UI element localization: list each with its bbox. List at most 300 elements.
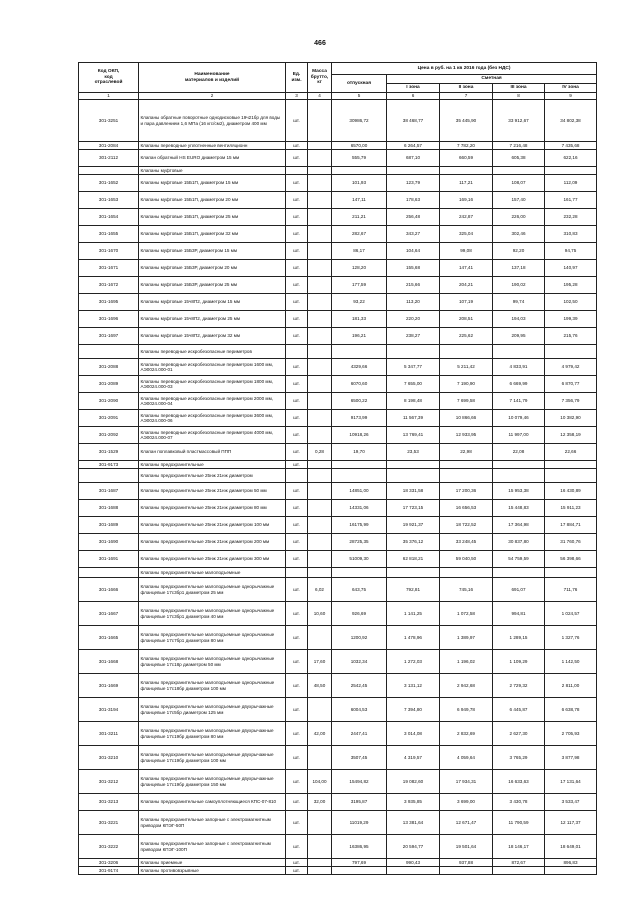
cell-zone-3-price: 6 669,99: [493, 376, 545, 393]
cell-mass: [308, 175, 332, 192]
cell-unit: шт.: [286, 698, 308, 722]
cell-zone-2-price: 19 501,64: [440, 835, 493, 859]
cell-zone-4-price: 2 811,00: [545, 674, 597, 698]
cell-zone-2-price: 169,16: [440, 192, 493, 209]
cell-unit: шт.: [286, 674, 308, 698]
cell-mass: 32,00: [308, 794, 332, 811]
cell-name: Клапаны противовзрывные: [139, 867, 286, 875]
cell-mass: 104,00: [308, 770, 332, 794]
column-number: 8: [493, 93, 545, 100]
cell-mass: [308, 427, 332, 444]
cell-code: 301-1689: [79, 517, 139, 534]
header-zone-3: III зона: [493, 84, 545, 93]
cell-name: Клапаны предохранительные малоподъемные двухрычажные фланцевые 17с5бр диаметром 125 мм: [139, 698, 286, 722]
cell-release-price: 19,70: [332, 444, 387, 461]
cell-unit: шт.: [286, 483, 308, 500]
cell-release-price: 2542,45: [332, 674, 387, 698]
header-estimate: Сметная: [387, 75, 597, 84]
cell-code: 301-1670: [79, 243, 139, 260]
cell-release-price: 181,33: [332, 311, 387, 328]
cell-zone-2-price: 325,04: [440, 226, 493, 243]
cell-unit: шт.: [286, 192, 308, 209]
cell-zone-4-price: 232,28: [545, 209, 597, 226]
cell-zone-1-price: 7 394,80: [387, 698, 440, 722]
cell-mass: [308, 260, 332, 277]
table-row: [79, 461, 597, 469]
cell-zone-4-price: 3 533,47: [545, 794, 597, 811]
cell-unit: шт.: [286, 142, 308, 150]
table-section-row: [79, 345, 597, 359]
cell-code: 301-1654: [79, 209, 139, 226]
cell-zone-2-price: 18 722,52: [440, 517, 493, 534]
cell-release-price: 555,79: [332, 150, 387, 167]
cell-zone-2-price: 3 699,00: [440, 794, 493, 811]
cell-name: Клапаны переводные искробезопасные периметром 1800 мм, АЭ0024.000-03: [139, 376, 286, 393]
cell-mass: [308, 167, 332, 175]
cell-name: Клапаны предохранительные запорные с электромагнитным приводом КПЭГ-50П: [139, 811, 286, 835]
cell-mass: [308, 226, 332, 243]
cell-release-price: 196,21: [332, 328, 387, 345]
cell-mass: [308, 345, 332, 359]
cell-code: 301-1667: [79, 602, 139, 626]
cell-zone-4-price: 4 979,42: [545, 359, 597, 376]
header-release: отпускная: [332, 75, 387, 93]
cell-unit: шт.: [286, 209, 308, 226]
cell-zone-1-price: [387, 167, 440, 175]
price-table: [78, 62, 597, 875]
cell-zone-3-price: 92,20: [493, 243, 545, 260]
cell-zone-4-price: 199,39: [545, 311, 597, 328]
cell-zone-1-price: 3 014,08: [387, 722, 440, 746]
cell-unit: шт.: [286, 811, 308, 835]
cell-code: 301-3194: [79, 698, 139, 722]
cell-unit: шт.: [286, 175, 308, 192]
cell-name: Клапаны предохранительные 25нж 21нж диаметром 300 мм: [139, 551, 286, 568]
cell-mass: [308, 835, 332, 859]
cell-name: Клапаны предохранительные малоподъемные однорычажные фланцевые 17с7бр1 диаметром 80 мм: [139, 626, 286, 650]
column-number: 6: [387, 93, 440, 100]
cell-zone-4-price: 7 356,79: [545, 393, 597, 410]
cell-zone-4-price: [545, 345, 597, 359]
cell-name: Клапаны переводные искробезопасные периметров: [139, 345, 286, 359]
cell-zone-1-price: 13 381,64: [387, 811, 440, 835]
cell-zone-4-price: 1 024,57: [545, 602, 597, 626]
cell-release-price: 6500,22: [332, 393, 387, 410]
cell-zone-4-price: 310,83: [545, 226, 597, 243]
cell-code: 301-1669: [79, 674, 139, 698]
cell-zone-3-price: 54 759,59: [493, 551, 545, 568]
cell-release-price: 14331,06: [332, 500, 387, 517]
cell-zone-2-price: [440, 469, 493, 483]
cell-zone-3-price: 157,40: [493, 192, 545, 209]
cell-zone-4-price: 896,83: [545, 859, 597, 867]
page-number: 466: [314, 40, 326, 47]
table-row: [79, 602, 597, 626]
cell-zone-3-price: 10 079,46: [493, 410, 545, 427]
table-row: [79, 376, 597, 393]
header-price-group: Цена в руб. на 1 кв 2016 года (без НДС): [332, 63, 597, 75]
cell-zone-2-price: 2 832,69: [440, 722, 493, 746]
cell-unit: шт.: [286, 393, 308, 410]
cell-zone-3-price: 137,18: [493, 260, 545, 277]
cell-code: [79, 469, 139, 483]
cell-code: 301-2091: [79, 410, 139, 427]
cell-zone-2-price: 204,21: [440, 277, 493, 294]
cell-zone-1-price: 17 723,15: [387, 500, 440, 517]
column-number: 9: [545, 93, 597, 100]
cell-release-price: 101,93: [332, 175, 387, 192]
cell-unit: шт.: [286, 794, 308, 811]
cell-unit: шт.: [286, 835, 308, 859]
cell-zone-2-price: 99,08: [440, 243, 493, 260]
cell-zone-3-price: 15 953,38: [493, 483, 545, 500]
cell-zone-1-price: 7 655,00: [387, 376, 440, 393]
table-row: [79, 835, 597, 859]
cell-zone-3-price: 2 627,30: [493, 722, 545, 746]
cell-zone-3-price: 302,46: [493, 226, 545, 243]
table-row: [79, 698, 597, 722]
cell-code: 301-3213: [79, 794, 139, 811]
cell-zone-4-price: 22,66: [545, 444, 597, 461]
cell-zone-1-price: 6 264,57: [387, 142, 440, 150]
header-code: Код ОКП, код отраслевой: [79, 63, 139, 93]
cell-code: 301-1666: [79, 578, 139, 602]
cell-zone-3-price: 190,02: [493, 277, 545, 294]
cell-zone-4-price: 161,77: [545, 192, 597, 209]
cell-zone-2-price: 208,51: [440, 311, 493, 328]
cell-unit: [286, 469, 308, 483]
cell-code: [79, 167, 139, 175]
cell-zone-4-price: 94,75: [545, 243, 597, 260]
cell-name: Клапаны муфтовые 15ч8П2, диаметром 32 мм: [139, 328, 286, 345]
cell-zone-1-price: 38 468,77: [387, 100, 440, 142]
cell-release-price: 1032,34: [332, 650, 387, 674]
cell-zone-2-price: 242,87: [440, 209, 493, 226]
cell-unit: [286, 568, 308, 578]
cell-zone-2-price: 6 949,78: [440, 698, 493, 722]
cell-release-price: [332, 461, 387, 469]
cell-release-price: 6570,00: [332, 142, 387, 150]
cell-zone-1-price: 3 131,12: [387, 674, 440, 698]
cell-zone-3-price: 99,74: [493, 294, 545, 311]
cell-zone-2-price: 4 059,64: [440, 746, 493, 770]
cell-release-price: [332, 568, 387, 578]
cell-zone-3-price: 18 146,17: [493, 835, 545, 859]
cell-unit: шт.: [286, 551, 308, 568]
cell-zone-4-price: 622,16: [545, 150, 597, 167]
cell-zone-2-price: 1 389,97: [440, 626, 493, 650]
cell-zone-3-price: [493, 867, 545, 875]
cell-unit: [286, 167, 308, 175]
table-row: [79, 722, 597, 746]
cell-zone-2-price: 22,98: [440, 444, 493, 461]
cell-code: 301-1696: [79, 311, 139, 328]
cell-zone-3-price: 226,00: [493, 209, 545, 226]
cell-zone-2-price: 12 671,47: [440, 811, 493, 835]
cell-zone-1-price: 155,68: [387, 260, 440, 277]
cell-zone-4-price: 711,76: [545, 578, 597, 602]
cell-name: Клапаны обратные поворотные однодисковые 19ч21бр для воды и пара давлением 1,6 МПа (16 кгс/см2), диаметром 400 мм: [139, 100, 286, 142]
cell-name: Клапаны предохранительные самоуплотняющиеся КПС-07-810: [139, 794, 286, 811]
cell-zone-4-price: 215,76: [545, 328, 597, 345]
cell-mass: 10,60: [308, 602, 332, 626]
column-number-row: [79, 93, 597, 100]
cell-code: 301-3251: [79, 100, 139, 142]
cell-unit: шт.: [286, 626, 308, 650]
table-row: [79, 794, 597, 811]
cell-zone-1-price: 62 818,21: [387, 551, 440, 568]
cell-zone-4-price: 17 884,71: [545, 517, 597, 534]
cell-unit: шт.: [286, 277, 308, 294]
cell-mass: [308, 100, 332, 142]
cell-code: 301-2089: [79, 376, 139, 393]
cell-zone-3-price: 108,07: [493, 175, 545, 192]
cell-zone-2-price: 1 196,02: [440, 650, 493, 674]
cell-mass: [308, 277, 332, 294]
cell-mass: [308, 517, 332, 534]
cell-code: 301-1668: [79, 650, 139, 674]
cell-name: Клапаны муфтовые 15Б3Р, диаметром 25 мм: [139, 277, 286, 294]
cell-zone-2-price: 5 211,42: [440, 359, 493, 376]
cell-unit: шт.: [286, 578, 308, 602]
cell-zone-4-price: 2 705,93: [545, 722, 597, 746]
cell-name: Клапаны предохранительные запорные с электромагнитным приводом КПЭГ-100П: [139, 835, 286, 859]
cell-zone-1-price: 104,64: [387, 243, 440, 260]
cell-mass: [308, 500, 332, 517]
header-name: Наименование материалов и изделий: [139, 63, 286, 93]
cell-zone-1-price: 1 478,96: [387, 626, 440, 650]
cell-zone-2-price: 745,16: [440, 578, 493, 602]
cell-name: Клапаны предохранительные малоподъемные двухрычажные фланцевые 17с19бр диаметром 150 мм: [139, 770, 286, 794]
cell-mass: [308, 142, 332, 150]
cell-mass: [308, 867, 332, 875]
cell-zone-3-price: 7 216,48: [493, 142, 545, 150]
cell-zone-3-price: 1 289,15: [493, 626, 545, 650]
cell-unit: шт.: [286, 650, 308, 674]
table-row: [79, 811, 597, 835]
cell-zone-2-price: [440, 345, 493, 359]
cell-zone-1-price: 792,81: [387, 578, 440, 602]
header-zone-2: II зона: [440, 84, 493, 93]
cell-release-price: 1200,92: [332, 626, 387, 650]
cell-zone-2-price: 225,62: [440, 328, 493, 345]
cell-zone-4-price: 10 382,90: [545, 410, 597, 427]
cell-mass: 42,00: [308, 722, 332, 746]
cell-release-price: 28725,35: [332, 534, 387, 551]
cell-name: Клапаны предохранительные малоподъемные: [139, 568, 286, 578]
cell-zone-2-price: 1 072,58: [440, 602, 493, 626]
cell-name: Клапаны предохранительные: [139, 461, 286, 469]
cell-zone-1-price: 4 319,57: [387, 746, 440, 770]
cell-release-price: 86,17: [332, 243, 387, 260]
cell-zone-1-price: 343,27: [387, 226, 440, 243]
cell-unit: шт.: [286, 722, 308, 746]
cell-zone-4-price: 1 327,76: [545, 626, 597, 650]
cell-zone-4-price: [545, 867, 597, 875]
cell-mass: [308, 568, 332, 578]
cell-name: Клапаны муфтовые 15Б3Р, диаметром 15 мм: [139, 243, 286, 260]
cell-zone-2-price: 17 200,36: [440, 483, 493, 500]
table-row: [79, 100, 597, 142]
cell-mass: [308, 376, 332, 393]
cell-name: Клапаны муфтовые 15ч8П2, диаметром 15 мм: [139, 294, 286, 311]
cell-zone-1-price: 238,27: [387, 328, 440, 345]
cell-mass: [308, 461, 332, 469]
header-unit: Ед. изм.: [286, 63, 308, 93]
cell-zone-3-price: 994,81: [493, 602, 545, 626]
header-mass: Масса брутто, кг: [308, 63, 332, 93]
cell-unit: шт.: [286, 534, 308, 551]
cell-zone-3-price: 4 833,91: [493, 359, 545, 376]
cell-zone-3-price: [493, 167, 545, 175]
header-zone-1: I зона: [387, 84, 440, 93]
cell-unit: шт.: [286, 770, 308, 794]
cell-zone-4-price: 12 358,19: [545, 427, 597, 444]
cell-mass: [308, 811, 332, 835]
cell-code: 301-1697: [79, 328, 139, 345]
cell-code: 301-2088: [79, 359, 139, 376]
table-row: [79, 483, 597, 500]
cell-code: 301-3222: [79, 835, 139, 859]
cell-release-price: 15494,82: [332, 770, 387, 794]
header-zone-4: IV зона: [545, 84, 597, 93]
cell-code: 301-3221: [79, 811, 139, 835]
cell-zone-3-price: 16 633,63: [493, 770, 545, 794]
cell-code: 301-2092: [79, 427, 139, 444]
cell-code: 301-1691: [79, 551, 139, 568]
cell-zone-4-price: [545, 461, 597, 469]
cell-zone-1-price: 19 082,60: [387, 770, 440, 794]
table-row: [79, 444, 597, 461]
cell-name: Клапан поплавковый пластмассовый ППП: [139, 444, 286, 461]
column-number: 4: [308, 93, 332, 100]
table-row: [79, 746, 597, 770]
table-row: [79, 859, 597, 867]
cell-unit: шт.: [286, 427, 308, 444]
cell-name: Клапаны переводные искробезопасные периметром 1600 мм, АЭ0024.000-01: [139, 359, 286, 376]
cell-mass: 48,50: [308, 674, 332, 698]
cell-zone-1-price: [387, 867, 440, 875]
cell-zone-4-price: 6 870,77: [545, 376, 597, 393]
cell-code: 301-9173: [79, 461, 139, 469]
cell-zone-3-price: 691,07: [493, 578, 545, 602]
cell-zone-4-price: 15 911,23: [545, 500, 597, 517]
cell-code: 301-1529: [79, 444, 139, 461]
cell-name: Клапаны предохранительные 25нж 21нж диаметром 80 мм: [139, 500, 286, 517]
cell-mass: [308, 209, 332, 226]
cell-code: 301-3206: [79, 859, 139, 867]
column-number: 3: [286, 93, 308, 100]
cell-release-price: 147,11: [332, 192, 387, 209]
cell-name: Клапаны переводные искробезопасные периметром 2000 мм, АЭ0024.000-04: [139, 393, 286, 410]
cell-zone-3-price: 22,08: [493, 444, 545, 461]
column-number: 7: [440, 93, 493, 100]
cell-zone-4-price: 34 802,38: [545, 100, 597, 142]
column-number: 1: [79, 93, 139, 100]
cell-release-price: 9173,99: [332, 410, 387, 427]
cell-release-price: [332, 469, 387, 483]
table-section-row: [79, 167, 597, 175]
cell-zone-4-price: 16 430,89: [545, 483, 597, 500]
cell-unit: шт.: [286, 328, 308, 345]
cell-zone-3-price: [493, 345, 545, 359]
cell-zone-3-price: [493, 568, 545, 578]
cell-zone-4-price: 6 638,78: [545, 698, 597, 722]
table-row: [79, 328, 597, 345]
cell-zone-3-price: [493, 469, 545, 483]
cell-name: Клапаны муфтовые 15Б1П, диаметром 32 мм: [139, 226, 286, 243]
cell-release-price: 30986,72: [332, 100, 387, 142]
cell-release-price: 16175,99: [332, 517, 387, 534]
cell-code: 301-1652: [79, 175, 139, 192]
cell-zone-2-price: 2 942,68: [440, 674, 493, 698]
cell-mass: [308, 534, 332, 551]
cell-zone-1-price: [387, 461, 440, 469]
cell-mass: [308, 294, 332, 311]
cell-code: 301-1655: [79, 226, 139, 243]
cell-zone-4-price: 18 649,01: [545, 835, 597, 859]
cell-unit: шт.: [286, 746, 308, 770]
cell-zone-2-price: 147,41: [440, 260, 493, 277]
cell-zone-2-price: [440, 867, 493, 875]
cell-unit: шт.: [286, 243, 308, 260]
cell-release-price: 797,69: [332, 859, 387, 867]
cell-zone-1-price: 20 594,77: [387, 835, 440, 859]
cell-zone-4-price: 12 117,37: [545, 811, 597, 835]
table-row: [79, 534, 597, 551]
cell-zone-1-price: 5 347,77: [387, 359, 440, 376]
cell-zone-4-price: 1 142,50: [545, 650, 597, 674]
cell-unit: шт.: [286, 226, 308, 243]
cell-code: 301-3211: [79, 722, 139, 746]
cell-zone-2-price: 117,21: [440, 175, 493, 192]
cell-release-price: 16386,95: [332, 835, 387, 859]
table-section-row: [79, 469, 597, 483]
cell-zone-2-price: 7 699,58: [440, 393, 493, 410]
cell-zone-4-price: 31 760,76: [545, 534, 597, 551]
cell-unit: шт.: [286, 260, 308, 277]
cell-name: Клапаны предохранительные малоподъемные двухрычажные фланцевые 17с19бр диаметром 100 мм: [139, 746, 286, 770]
cell-unit: шт.: [286, 359, 308, 376]
table-row: [79, 209, 597, 226]
cell-zone-2-price: 107,19: [440, 294, 493, 311]
cell-zone-3-price: 11 790,59: [493, 811, 545, 835]
cell-code: 301-1671: [79, 260, 139, 277]
table-row: [79, 626, 597, 650]
cell-zone-4-price: 17 131,64: [545, 770, 597, 794]
cell-zone-2-price: 33 248,45: [440, 534, 493, 551]
cell-zone-4-price: 140,97: [545, 260, 597, 277]
cell-mass: [308, 483, 332, 500]
cell-zone-1-price: [387, 469, 440, 483]
cell-release-price: 11019,29: [332, 811, 387, 835]
cell-release-price: 4329,66: [332, 359, 387, 376]
cell-name: Клапаны предохранительные малоподъемные однорычажные фланцевые 17с3бр1 диаметром 25 мм: [139, 578, 286, 602]
table-section-row: [79, 568, 597, 578]
cell-release-price: [332, 867, 387, 875]
cell-zone-3-price: 17 364,98: [493, 517, 545, 534]
cell-zone-2-price: 17 934,31: [440, 770, 493, 794]
cell-unit: шт.: [286, 461, 308, 469]
cell-zone-3-price: 3 765,29: [493, 746, 545, 770]
cell-unit: шт.: [286, 859, 308, 867]
cell-zone-4-price: 112,09: [545, 175, 597, 192]
cell-zone-3-price: 209,95: [493, 328, 545, 345]
table-row: [79, 150, 597, 167]
cell-zone-3-price: 194,03: [493, 311, 545, 328]
cell-zone-1-price: 18 331,58: [387, 483, 440, 500]
cell-name: Клапаны предохранительные малоподъемные двухрычажные фланцевые 17с19бр диаметром 80 мм: [139, 722, 286, 746]
